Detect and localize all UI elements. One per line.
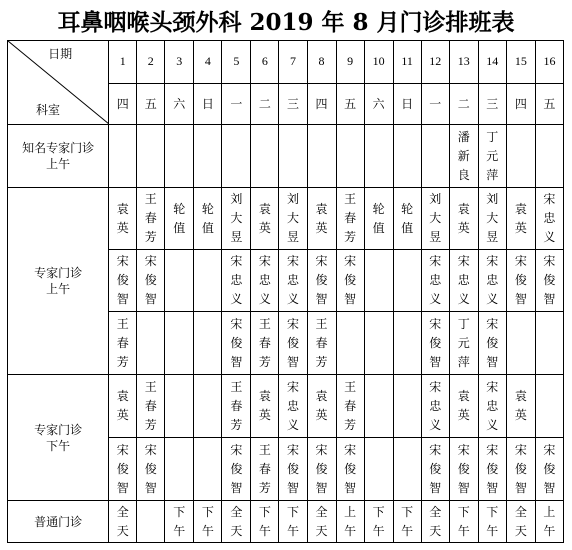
- schedule-cell: 宋 俊 智: [478, 312, 506, 375]
- schedule-cell: 宋 俊 智: [307, 438, 336, 501]
- schedule-cell: 王 春 芳: [336, 375, 364, 438]
- schedule-cell: 袁 英: [109, 188, 137, 250]
- schedule-cell: [393, 125, 421, 188]
- schedule-cell: 下 午: [165, 501, 194, 543]
- schedule-cell: [336, 125, 364, 188]
- schedule-cell: 全 天: [307, 501, 336, 543]
- schedule-cell: 王 春 芳: [137, 375, 165, 438]
- schedule-cell: 宋 忠 义: [478, 375, 506, 438]
- general-clinic-row: [8, 501, 564, 543]
- schedule-cell: [165, 250, 194, 312]
- weekday-cell: 四: [109, 83, 137, 125]
- date-cell: 2: [137, 41, 165, 84]
- schedule-cell: 王 春 芳: [251, 438, 279, 501]
- schedule-cell: 潘 新 良: [449, 125, 478, 188]
- schedule-cell: 袁 英: [449, 375, 478, 438]
- general-clinic-label: 普通门诊: [8, 501, 109, 543]
- date-cell: 4: [194, 41, 222, 84]
- schedule-cell: [194, 125, 222, 188]
- schedule-cell: 轮 值: [165, 188, 194, 250]
- date-cell: 11: [393, 41, 421, 84]
- schedule-cell: 轮 值: [364, 188, 393, 250]
- schedule-cell: [535, 312, 563, 375]
- schedule-cell: [222, 125, 251, 188]
- schedule-cell: [307, 125, 336, 188]
- schedule-cell: 全 天: [421, 501, 449, 543]
- schedule-cell: [279, 125, 307, 188]
- schedule-cell: [393, 250, 421, 312]
- schedule-cell: [506, 125, 535, 188]
- schedule-cell: 全 天: [506, 501, 535, 543]
- schedule-cell: [194, 250, 222, 312]
- schedule-cell: [194, 312, 222, 375]
- schedule-cell: 袁 英: [307, 188, 336, 250]
- date-cell: 12: [421, 41, 449, 84]
- schedule-cell: [194, 375, 222, 438]
- date-cell: 15: [506, 41, 535, 84]
- schedule-cell: [165, 312, 194, 375]
- weekday-cell: 日: [194, 83, 222, 125]
- schedule-cell: 宋 俊 智: [535, 438, 563, 501]
- schedule-cell: [165, 438, 194, 501]
- schedule-cell: 下 午: [449, 501, 478, 543]
- schedule-cell: [535, 375, 563, 438]
- schedule-cell: 宋 俊 智: [222, 312, 251, 375]
- schedule-cell: 下 午: [393, 501, 421, 543]
- date-label: 日期: [48, 47, 73, 61]
- schedule-table: [7, 40, 564, 543]
- schedule-cell: 袁 英: [109, 375, 137, 438]
- weekday-cell: 三: [279, 83, 307, 125]
- dept-label: 科室: [36, 103, 61, 117]
- schedule-cell: 刘 大 昱: [421, 188, 449, 250]
- schedule-cell: [109, 125, 137, 188]
- schedule-cell: [165, 375, 194, 438]
- date-cell: 9: [336, 41, 364, 84]
- date-cell: 16: [535, 41, 563, 84]
- schedule-cell: 宋 俊 智: [336, 438, 364, 501]
- weekday-cell: 一: [222, 83, 251, 125]
- expert-am-label: 专家门诊 上午: [8, 188, 109, 375]
- expert-pm-label: 专家门诊 下午: [8, 375, 109, 501]
- schedule-cell: 宋 忠 义: [478, 250, 506, 312]
- schedule-cell: 宋 俊 智: [137, 250, 165, 312]
- weekday-cell: 四: [506, 83, 535, 125]
- weekday-cell: 五: [336, 83, 364, 125]
- schedule-cell: [336, 312, 364, 375]
- schedule-cell: [421, 125, 449, 188]
- schedule-cell: 王 春 芳: [307, 312, 336, 375]
- weekday-cell: 四: [307, 83, 336, 125]
- date-row: [8, 41, 564, 84]
- date-cell: 13: [449, 41, 478, 84]
- weekday-cell: 二: [251, 83, 279, 125]
- schedule-cell: 袁 英: [449, 188, 478, 250]
- schedule-cell: 王 春 芳: [336, 188, 364, 250]
- schedule-cell: 宋 忠 义: [421, 375, 449, 438]
- schedule-cell: [364, 125, 393, 188]
- schedule-cell: [137, 501, 165, 543]
- weekday-cell: 一: [421, 83, 449, 125]
- schedule-cell: [393, 438, 421, 501]
- weekday-cell: 日: [393, 83, 421, 125]
- schedule-cell: 宋 忠 义: [251, 250, 279, 312]
- schedule-cell: 宋 俊 智: [506, 438, 535, 501]
- schedule-cell: [251, 125, 279, 188]
- schedule-cell: [165, 125, 194, 188]
- schedule-cell: 宋 俊 智: [506, 250, 535, 312]
- schedule-cell: 袁 英: [506, 188, 535, 250]
- schedule-cell: [535, 125, 563, 188]
- schedule-cell: 袁 英: [251, 375, 279, 438]
- date-cell: 6: [251, 41, 279, 84]
- schedule-cell: 下 午: [364, 501, 393, 543]
- date-cell: 1: [109, 41, 137, 84]
- schedule-cell: 下 午: [251, 501, 279, 543]
- schedule-cell: 全 天: [109, 501, 137, 543]
- schedule-cell: 刘 大 昱: [279, 188, 307, 250]
- schedule-cell: 宋 俊 智: [109, 250, 137, 312]
- schedule-cell: 袁 英: [506, 375, 535, 438]
- date-cell: 5: [222, 41, 251, 84]
- schedule-cell: [393, 312, 421, 375]
- schedule-cell: 宋 俊 智: [279, 312, 307, 375]
- weekday-cell: 五: [535, 83, 563, 125]
- schedule-cell: 宋 俊 智: [279, 438, 307, 501]
- schedule-cell: 宋 忠 义: [222, 250, 251, 312]
- schedule-cell: 王 春 芳: [109, 312, 137, 375]
- date-cell: 8: [307, 41, 336, 84]
- expert-pm-row: [8, 375, 564, 438]
- schedule-cell: [194, 438, 222, 501]
- schedule-cell: 下 午: [194, 501, 222, 543]
- schedule-cell: [364, 312, 393, 375]
- schedule-cell: 丁 元 萍: [478, 125, 506, 188]
- schedule-cell: 宋 忠 义: [449, 250, 478, 312]
- schedule-cell: 宋 俊 智: [336, 250, 364, 312]
- schedule-cell: 宋 俊 智: [109, 438, 137, 501]
- schedule-cell: 下 午: [279, 501, 307, 543]
- famous-expert-label: 知名专家门诊 上午: [8, 125, 109, 188]
- schedule-cell: 袁 英: [307, 375, 336, 438]
- weekday-cell: 二: [449, 83, 478, 125]
- schedule-cell: 宋 俊 智: [421, 438, 449, 501]
- schedule-cell: 轮 值: [194, 188, 222, 250]
- schedule-cell: 宋 俊 智: [449, 438, 478, 501]
- schedule-cell: [137, 125, 165, 188]
- page-title: 耳鼻咽喉头颈外科 2019 年 8 月门诊排班表: [57, 9, 515, 36]
- expert-am-row: [8, 188, 564, 250]
- famous-expert-row: [8, 125, 564, 188]
- schedule-cell: [364, 250, 393, 312]
- schedule-cell: 宋 俊 智: [137, 438, 165, 501]
- schedule-cell: 宋 忠 义: [279, 250, 307, 312]
- schedule-cell: 刘 大 昱: [222, 188, 251, 250]
- weekday-cell: 六: [165, 83, 194, 125]
- schedule-cell: 王 春 芳: [251, 312, 279, 375]
- schedule-cell: 上 午: [336, 501, 364, 543]
- weekday-cell: 六: [364, 83, 393, 125]
- schedule-cell: 下 午: [478, 501, 506, 543]
- schedule-cell: 全 天: [222, 501, 251, 543]
- schedule-cell: 宋 忠 义: [421, 250, 449, 312]
- schedule-cell: 王 春 芳: [137, 188, 165, 250]
- schedule-cell: 上 午: [535, 501, 563, 543]
- schedule-cell: 轮 值: [393, 188, 421, 250]
- schedule-cell: 刘 大 昱: [478, 188, 506, 250]
- schedule-cell: 王 春 芳: [222, 375, 251, 438]
- schedule-cell: 宋 俊 智: [421, 312, 449, 375]
- schedule-cell: 袁 英: [251, 188, 279, 250]
- header-corner-cell: [8, 41, 109, 125]
- schedule-cell: [137, 312, 165, 375]
- date-cell: 14: [478, 41, 506, 84]
- schedule-cell: [393, 375, 421, 438]
- date-cell: 10: [364, 41, 393, 84]
- schedule-cell: 宋 俊 智: [478, 438, 506, 501]
- schedule-cell: 丁 元 萍: [449, 312, 478, 375]
- schedule-cell: [506, 312, 535, 375]
- schedule-cell: [364, 438, 393, 501]
- weekday-cell: 五: [137, 83, 165, 125]
- schedule-cell: 宋 忠 义: [279, 375, 307, 438]
- schedule-cell: [364, 375, 393, 438]
- schedule-cell: 宋 俊 智: [222, 438, 251, 501]
- weekday-cell: 三: [478, 83, 506, 125]
- schedule-cell: 宋 俊 智: [307, 250, 336, 312]
- date-cell: 7: [279, 41, 307, 84]
- schedule-cell: 宋 俊 智: [535, 250, 563, 312]
- schedule-cell: 宋 忠 义: [535, 188, 563, 250]
- date-cell: 3: [165, 41, 194, 84]
